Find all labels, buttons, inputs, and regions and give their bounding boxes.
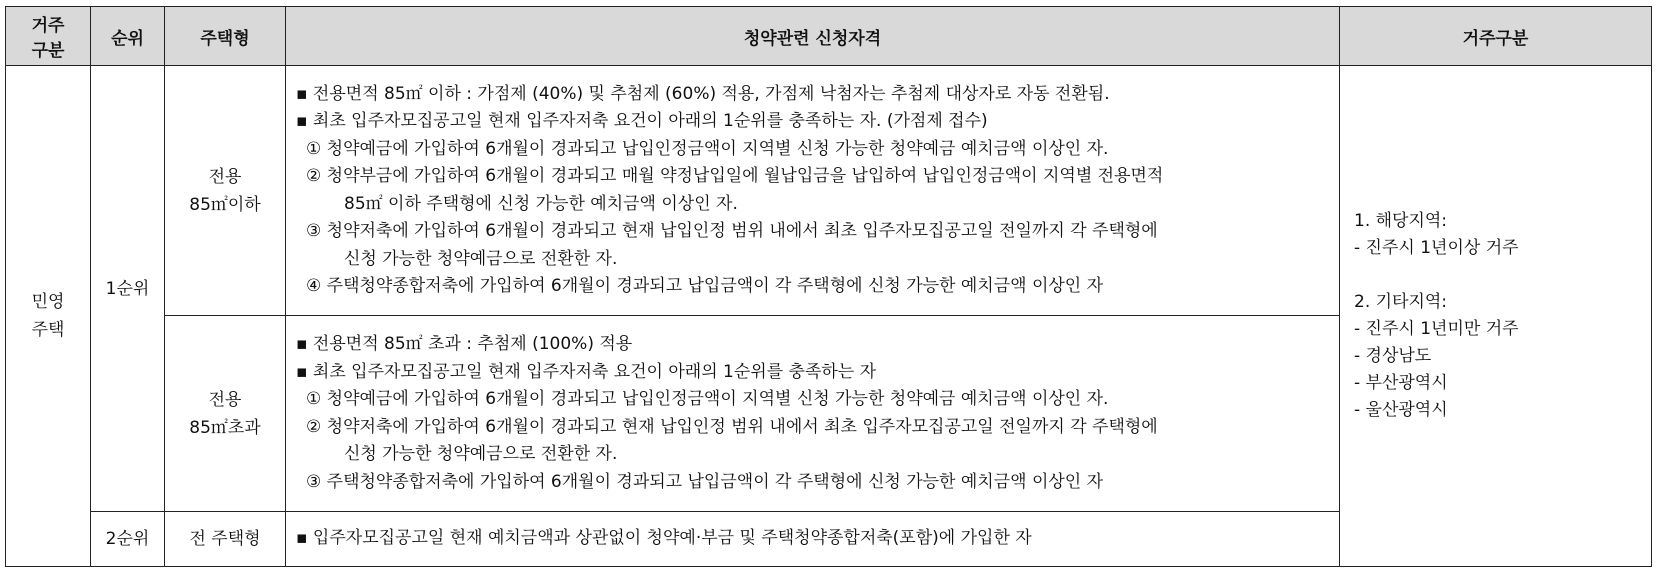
- housing-type-all: 전 주택형: [165, 512, 286, 567]
- housing-type-over85-line1: 전용: [208, 389, 242, 410]
- housing-type-over85: [165, 316, 286, 512]
- header-residence-type-line2: 구분: [31, 41, 65, 61]
- subscription-qualification-table: [5, 6, 1652, 567]
- qualification-line: ▪ 전용면적 85㎡ 이하 : 가점제 (40%) 및 추첨제 (60%) 적용, 가점제 낙첨자는 추첨제 대상자로 자동 전환됨.: [296, 83, 1110, 104]
- header-residence-type-line1: 거주: [31, 16, 65, 36]
- qualification-line: ▪ 입주자모집공고일 현재 예치금액과 상관없이 청약예·부금 및 주택청약종합저축(포함)에 가입한 자: [296, 528, 1032, 549]
- residence-other-item: - 진주시 1년미만 거주: [1354, 319, 1519, 339]
- qualification-line: ▪ 전용면적 85㎡ 초과 : 추첨제 (100%) 적용: [296, 334, 633, 354]
- housing-type-under85: [165, 66, 286, 316]
- residence-other-item: - 경상남도: [1354, 346, 1432, 366]
- residence-local-title: 1. 해당지역:: [1354, 211, 1448, 231]
- header-residence-class: 거주구분: [1340, 7, 1652, 66]
- qualification-under85: [286, 66, 1340, 316]
- rank1-cell: 1순위: [91, 66, 165, 512]
- header-residence-type: [6, 7, 91, 66]
- qualification-line: ① 청약예금에 가입하여 6개월이 경과되고 납입인정금액이 지역별 신청 가능한 청약예금 예치금액 이상인 자.: [306, 138, 1109, 159]
- residence-spacer: [1354, 262, 1651, 289]
- qualification-line: 신청 가능한 청약예금으로 전환한 자.: [344, 444, 618, 464]
- qualification-line: 신청 가능한 청약예금으로 전환한 자.: [344, 248, 618, 269]
- qualification-rank2: [286, 512, 1340, 567]
- residence-local-item: - 진주시 1년이상 거주: [1354, 238, 1519, 258]
- document-area: [5, 6, 1652, 567]
- header-housing-type: 주택형: [165, 7, 286, 66]
- residence-class-cell: [1340, 66, 1652, 567]
- qualification-line: ▪ 최초 입주자모집공고일 현재 입주자저축 요건이 아래의 1순위를 충족하는 자. (가점제 접수): [296, 111, 988, 131]
- header-qualification: 청약관련 신청자격: [286, 7, 1340, 66]
- rank2-cell: 2순위: [91, 512, 165, 567]
- housing-type-under85-line1: 전용: [208, 166, 242, 187]
- table-row-rank1-under85: [6, 66, 1652, 316]
- housing-type-under85-line2: 85㎡이하: [189, 194, 261, 215]
- qualification-line: ③ 주택청약종합저축에 가입하여 6개월이 경과되고 납입금액이 각 주택형에 신청 가능한 예치금액 이상인 자: [306, 471, 1104, 492]
- qualification-line: ▪ 최초 입주자모집공고일 현재 입주자저축 요건이 아래의 1순위를 충족하는 자: [296, 361, 877, 382]
- residence-other-item: - 부산광역시: [1354, 373, 1448, 393]
- qualification-line: ② 청약저축에 가입하여 6개월이 경과되고 현재 납입인정 범위 내에서 최초 입주자모집공고일 전일까지 각 주택형에: [306, 416, 1158, 437]
- header-row: [6, 7, 1652, 66]
- qualification-line: ③ 청약저축에 가입하여 6개월이 경과되고 현재 납입인정 범위 내에서 최초 입주자모집공고일 전일까지 각 주택형에: [306, 221, 1158, 241]
- qualification-line: 85㎡ 이하 주택형에 신청 가능한 예치금액 이상인 자.: [344, 193, 738, 214]
- residence-other-item: - 울산광역시: [1354, 400, 1448, 420]
- qualification-line: ④ 주택청약종합저축에 가입하여 6개월이 경과되고 납입금액이 각 주택형에 신청 가능한 예치금액 이상인 자: [306, 276, 1104, 296]
- qualification-over85: [286, 316, 1340, 512]
- category-cell: [6, 66, 91, 567]
- category-line1: 민영: [31, 292, 65, 312]
- header-rank: 순위: [91, 7, 165, 66]
- residence-other-title: 2. 기타지역:: [1354, 292, 1448, 312]
- qualification-line: ② 청약부금에 가입하여 6개월이 경과되고 매월 약정납입일에 월납입금을 납입하여 납입인정금액이 지역별 전용면적: [306, 166, 1164, 186]
- housing-type-over85-line2: 85㎡초과: [189, 417, 261, 438]
- qualification-line: ① 청약예금에 가입하여 6개월이 경과되고 납입인정금액이 지역별 신청 가능한 청약예금 예치금액 이상인 자.: [306, 389, 1109, 409]
- category-line2: 주택: [31, 320, 65, 340]
